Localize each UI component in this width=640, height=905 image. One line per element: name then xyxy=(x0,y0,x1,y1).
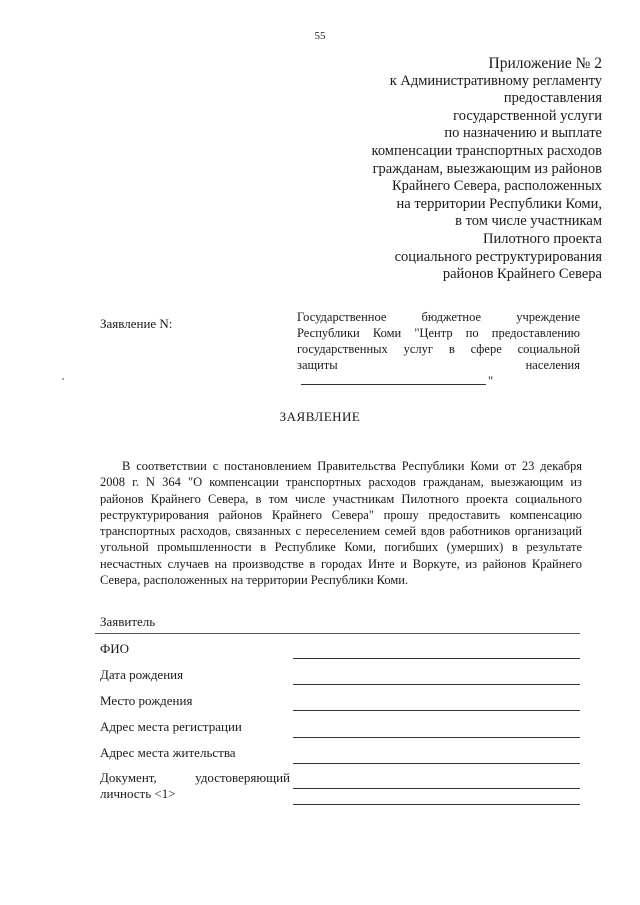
appendix-line: на территории Республики Коми, xyxy=(396,195,602,212)
appendix-line: компенсации транспортных расходов xyxy=(371,142,602,159)
recipient-line-4 xyxy=(297,357,580,389)
field-label-birth-place: Место рождения xyxy=(100,693,193,708)
appendix-line: в том числе участникам xyxy=(455,213,602,230)
appendix-line: государственной услуги xyxy=(453,107,602,124)
scan-speck xyxy=(62,378,64,380)
appendix-header xyxy=(322,55,602,284)
appendix-line: по назначению и выплате xyxy=(444,125,602,142)
recipient-block xyxy=(297,309,580,389)
field-line-registration-address[interactable] xyxy=(293,737,580,738)
appendix-line: Приложение № 2 xyxy=(488,55,602,72)
page-number: 55 xyxy=(314,30,326,42)
field-line-residence-address[interactable] xyxy=(293,763,580,764)
document-title: ЗАЯВЛЕНИЕ xyxy=(279,409,361,424)
appendix-line: районов Крайнего Севера xyxy=(442,266,602,283)
appendix-line: к Административному регламенту xyxy=(389,72,602,89)
field-label-birth-date: Дата рождения xyxy=(100,667,184,682)
recipient-line: Государственное бюджетное учреждение xyxy=(297,310,580,324)
recipient-line-prefix: защиты населения xyxy=(297,358,580,372)
id-document-line: личность <1> xyxy=(100,786,176,801)
applicant-label: Заявитель xyxy=(100,614,156,629)
recipient-line: Республики Коми "Центр по предоставлению xyxy=(297,326,580,340)
field-line-id-document-2[interactable] xyxy=(293,804,580,805)
id-document-word: Документ, xyxy=(100,770,157,785)
statement-number-label: Заявление N: xyxy=(100,316,173,331)
id-document-word: удостоверяющий xyxy=(195,770,290,785)
appendix-line: Крайнего Севера, расположенных xyxy=(391,178,602,195)
field-line-birth-date[interactable] xyxy=(293,684,580,685)
recipient-line: государственных услуг в сфере социальной xyxy=(297,342,580,356)
field-label-fio: ФИО xyxy=(100,641,130,656)
field-label-id-document xyxy=(100,770,290,802)
field-line-birth-place[interactable] xyxy=(293,710,580,711)
field-line-id-document-1[interactable] xyxy=(293,788,580,789)
field-line-fio[interactable] xyxy=(293,658,580,659)
appendix-line: предоставления xyxy=(503,90,602,107)
recipient-line-suffix: " xyxy=(488,374,494,388)
appendix-line: Пилотного проекта xyxy=(482,230,602,247)
field-label-residence-address: Адрес места жительства xyxy=(100,745,236,760)
appendix-line: гражданам, выезжающим из районов xyxy=(372,160,602,177)
applicant-divider xyxy=(95,633,580,634)
statement-body: В соответствии с постановлением Правительства Республики Коми от 23 декабря 2008 г. N 364 "О компенсации транспортных расходов гражданам, выезжающим из районов Крайнего Севера, в том числе участникам Пилотного проекта социального реструктурирования районов Крайнего Севера" прошу предоставить компенсацию транспортных расходов, связанных с переселением семей вдов работников организаций угольной промышленности в Республике Коми, погибших (умерших) в результате несчастных случаев на производстве в городах Инте и Воркуте, из районов Крайнего Севера, расположенных на территории Республики Коми. xyxy=(100,459,582,588)
appendix-line: социального реструктурирования xyxy=(394,248,602,265)
recipient-blank-line[interactable] xyxy=(301,373,486,385)
field-label-registration-address: Адрес места регистрации xyxy=(100,719,242,734)
